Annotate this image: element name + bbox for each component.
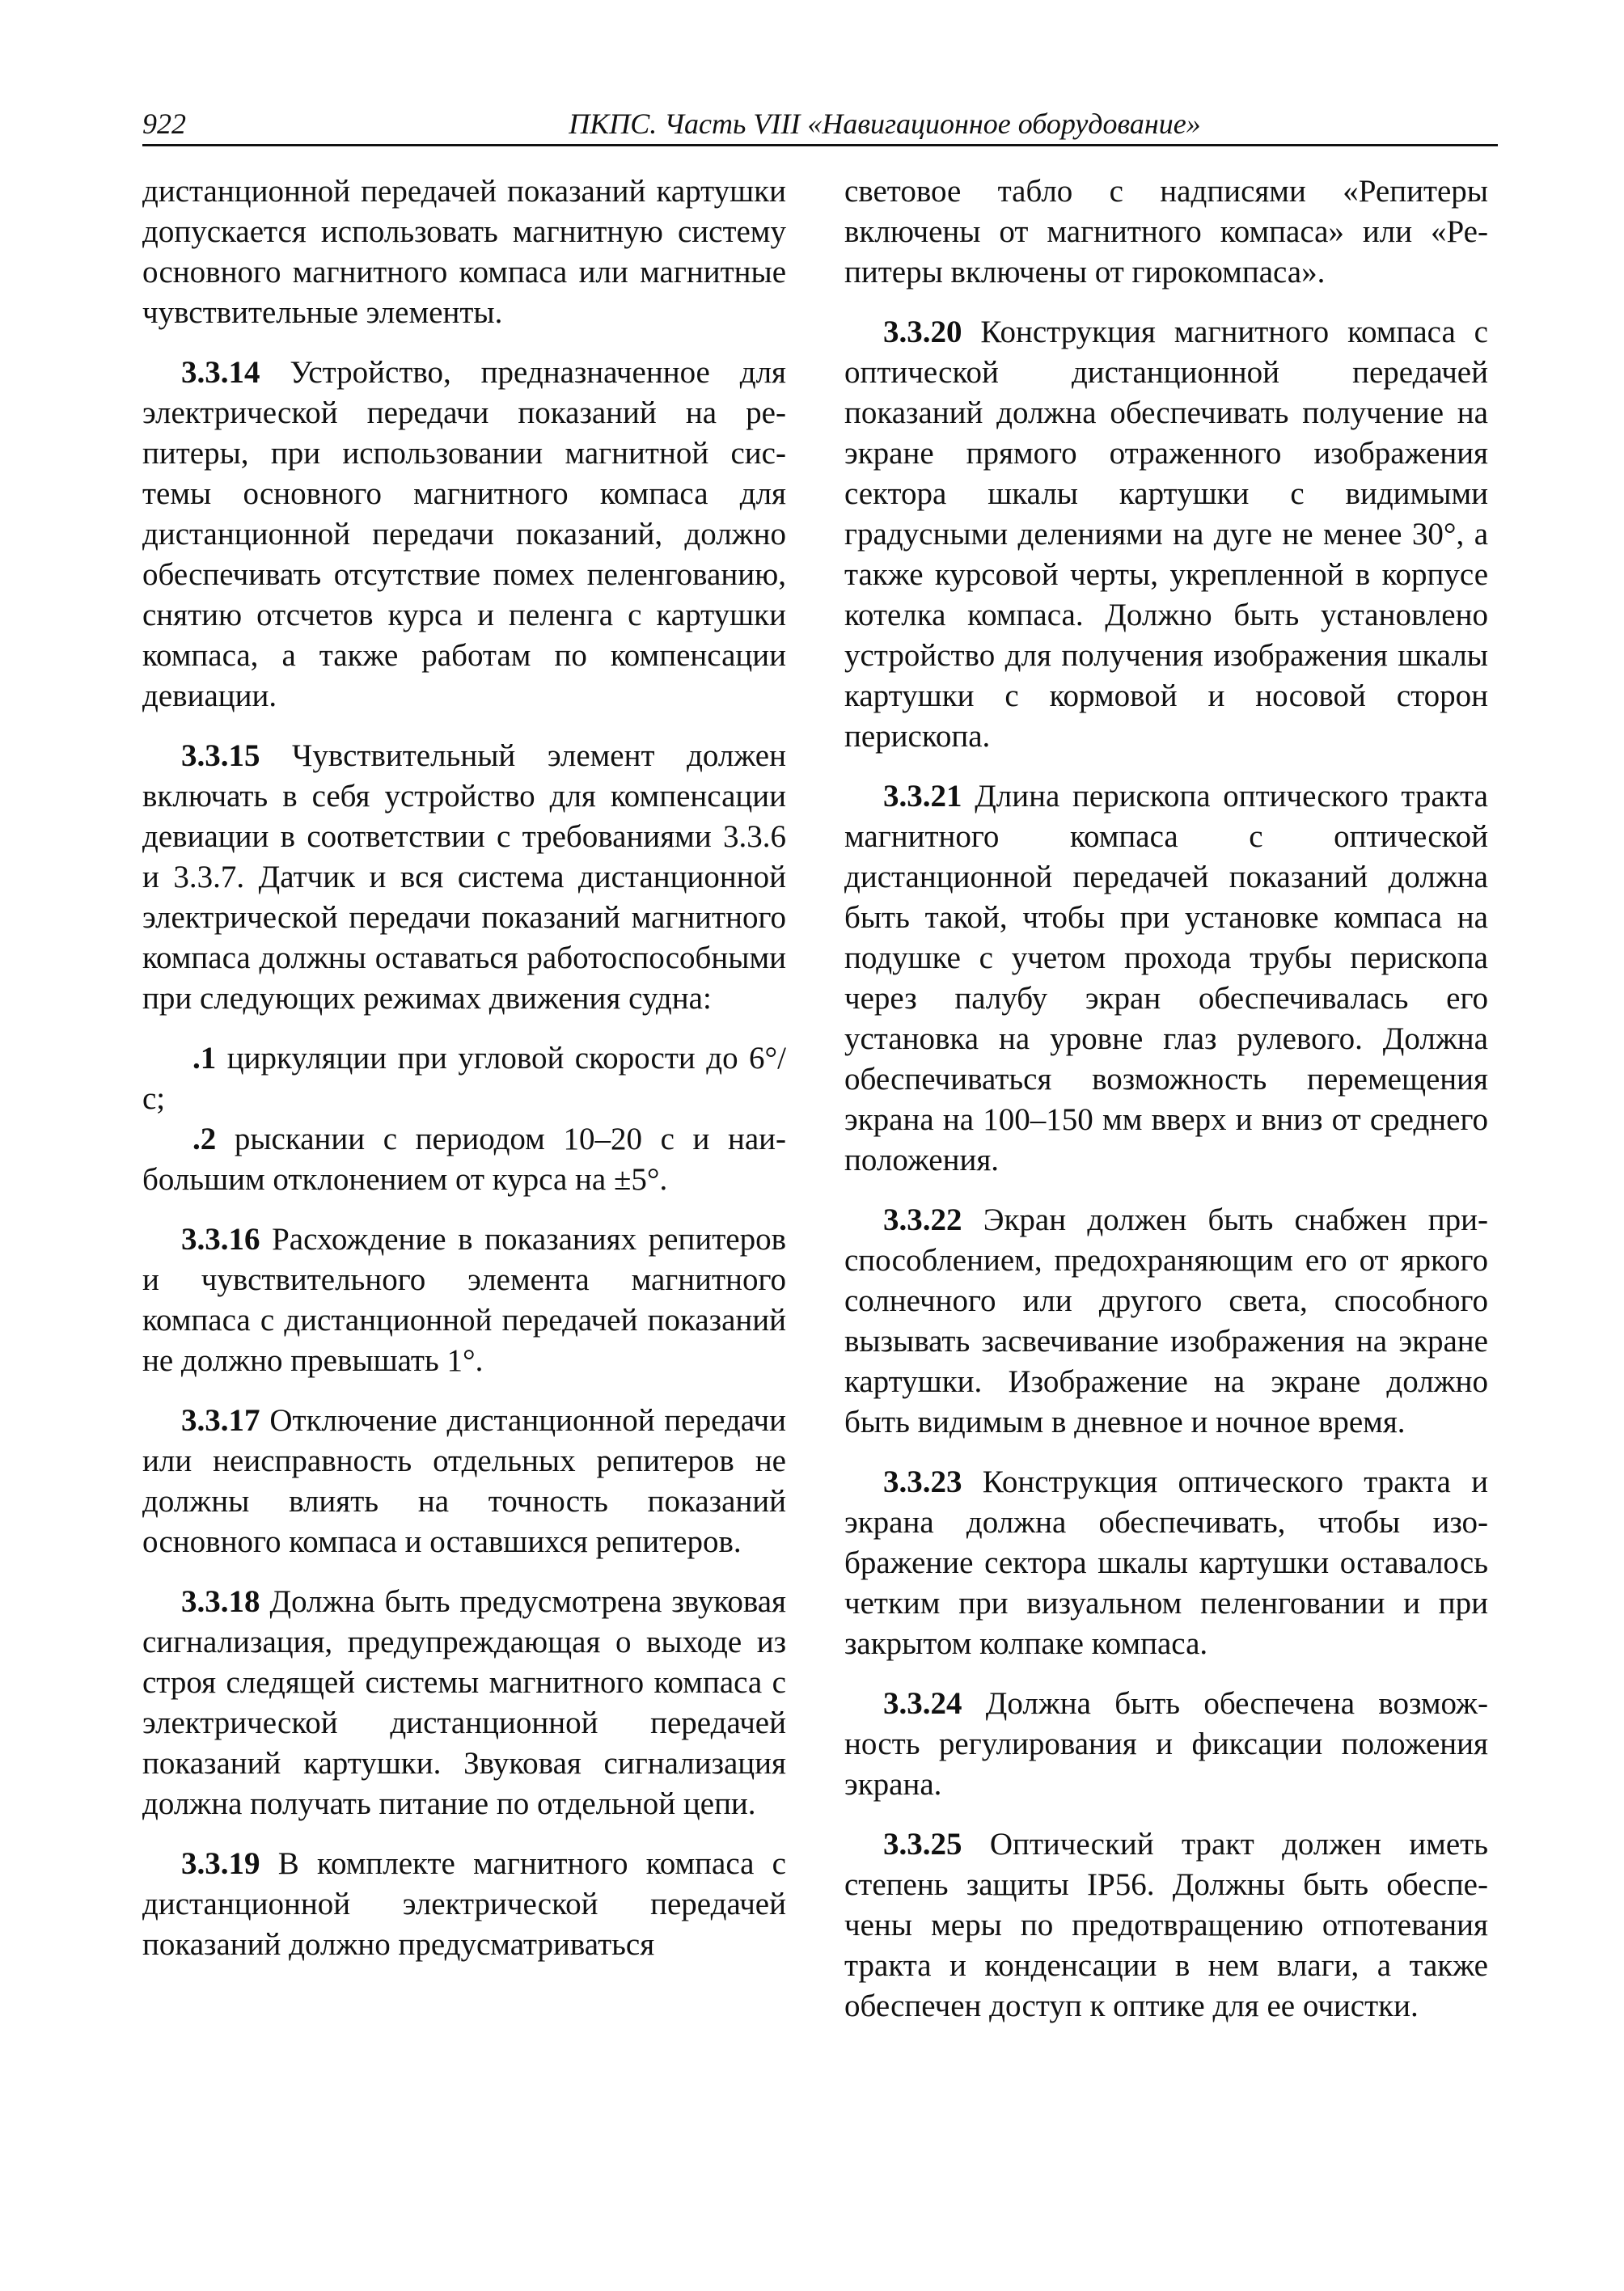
clause-3-3-16	[142, 1219, 786, 1381]
clause-3-3-20	[844, 312, 1488, 757]
clause-text: Должна быть обеспечена возможность регулирования и фиксации положения экрана.	[844, 1686, 1488, 1802]
clause-3-3-18	[142, 1582, 786, 1824]
clause-3-3-15	[142, 736, 786, 1019]
clause-text: Устройство, предназначенное для электрической передачи показаний на репитеры, при использовании магнитной системы основного магнитного компаса для дистанционной передачи показаний, должно обеспечивать отсутствие помех пеленгованию, снятию отсчетов курса и пеленга с картушки компаса, а также работам по компенсации девиации.	[142, 355, 786, 713]
running-title: ПКПС. Часть VIII «Навигационное оборудование»	[569, 108, 1201, 140]
list-item-1	[142, 1038, 786, 1119]
clause-text: Отключение дистанционной передачи или неисправность отдельных репитеров не должны влиять на точность показаний основного компаса и оставшихся репитеров.	[142, 1403, 786, 1559]
clause-3-3-17	[142, 1401, 786, 1562]
clause-number: 3.3.16	[181, 1222, 260, 1257]
clause-number: 3.3.18	[181, 1584, 260, 1619]
page-number: 922	[142, 108, 186, 140]
clause-text: Расхождение в показаниях репитеров и чувствительного элемента магнитного компаса с дистанционной передачей показаний не должно превышать 1°.	[142, 1222, 786, 1378]
paragraph-text: дистанционной передачей показаний картушки допускается использовать магнитную систему основного магнитного компаса или магнитные чувствительные элементы.	[142, 174, 786, 330]
list-item-number: .2	[192, 1122, 217, 1156]
clause-number: 3.3.14	[181, 355, 260, 390]
clause-text: Конструкция оптического тракта и экрана должна обеспечивать, чтобы изображение сектора шкалы картушки оставалось четким при визуальном пеленговании и при закрытом колпаке компаса.	[844, 1465, 1488, 1661]
clause-number: 3.3.22	[883, 1203, 962, 1237]
clause-3-3-21	[844, 776, 1488, 1181]
clause-number: 3.3.20	[883, 315, 962, 349]
paragraph-continuation	[142, 171, 786, 333]
clause-number: 3.3.21	[883, 779, 962, 814]
clause-3-3-23	[844, 1462, 1488, 1664]
list-item-number: .1	[192, 1041, 217, 1076]
clause-number: 3.3.23	[883, 1465, 962, 1499]
clause-3-3-14	[142, 353, 786, 716]
clause-text: Экран должен быть снабжен приспособлением, предохраняющим его от яркого солнечного или другого света, способного вызывать засвечивание изображения на экране картушки. Изображение на экране должно быть видимым в дневное и ночное время.	[844, 1203, 1488, 1439]
clause-3-3-24	[844, 1684, 1488, 1805]
paragraph-text: световое табло с надписями «Репитеры включены от магнитного компаса» или «Репитеры включены от гирокомпаса».	[844, 174, 1488, 290]
list-item-text: циркуляции при угловой скорости до 6°/с;	[142, 1041, 786, 1116]
clause-number: 3.3.24	[883, 1686, 962, 1721]
list-item-2	[142, 1119, 786, 1200]
clause-number: 3.3.17	[181, 1403, 260, 1438]
clause-text: Должна быть предусмотрена звуковая сигнализация, предупреждающая о выходе из строя следящей системы магнитного компаса с электрической дистанционной передачей показаний картушки. Звуковая сигнализация должна получать питание по отдельной цепи.	[142, 1584, 786, 1821]
list-item-text: рыскании с периодом 10–20 с и наибольшим отклонением от курса на ±5°.	[142, 1122, 786, 1197]
clause-text: Оптический тракт должен иметь степень защиты IP56. Должны быть обеспечены меры по предотвращению отпотевания тракта и конденсации в нем влаги, а также обеспечен доступ к оптике для ее очистки.	[844, 1827, 1488, 2023]
left-column	[142, 171, 786, 1985]
clause-text: Чувствительный элемент должен включать в себя устройство для компенсации девиации в соответствии с требованиями 3.3.6 и 3.3.7. Датчик и вся система дистанционной электрической передачи показаний магнитного компаса должны оставаться работоспособными при следующих режимах движения судна:	[142, 738, 786, 1016]
clause-3-3-25	[844, 1824, 1488, 2027]
paragraph-continuation	[844, 171, 1488, 293]
clause-3-3-22	[844, 1200, 1488, 1443]
clause-number: 3.3.19	[181, 1846, 260, 1881]
clause-text: Конструкция магнитного компаса с оптической дистанционной передачей показаний должна обеспечивать получение на экране прямого отраженного изображения сектора шкалы картушки с видимыми градусными делениями на дуге не менее 30°, а также курсовой черты, укрепленной в корпусе котелка компаса. Должно быть установлено устройство для получения изображения шкалы картушки с кормовой и носовой сторон перископа.	[844, 315, 1488, 754]
right-column	[844, 171, 1488, 2046]
clause-number: 3.3.25	[883, 1827, 962, 1862]
clause-text: Длина перископа оптического тракта магнитного компаса с оптической дистанционной передачей показаний должна быть такой, чтобы при установке компаса на подушке с учетом прохода трубы перископа через палубу экран обеспечивалась его установка на уровне глаз рулевого. Должна обеспечиваться возможность перемещения экрана на 100–150 мм вверх и вниз от среднего положения.	[844, 779, 1488, 1177]
clause-number: 3.3.15	[181, 738, 260, 773]
page-header	[142, 104, 1498, 146]
clause-3-3-19	[142, 1844, 786, 1965]
clause-text: В комплекте магнитного компаса с дистанционной электрической передачей показаний должно предусматриваться	[142, 1846, 786, 1962]
